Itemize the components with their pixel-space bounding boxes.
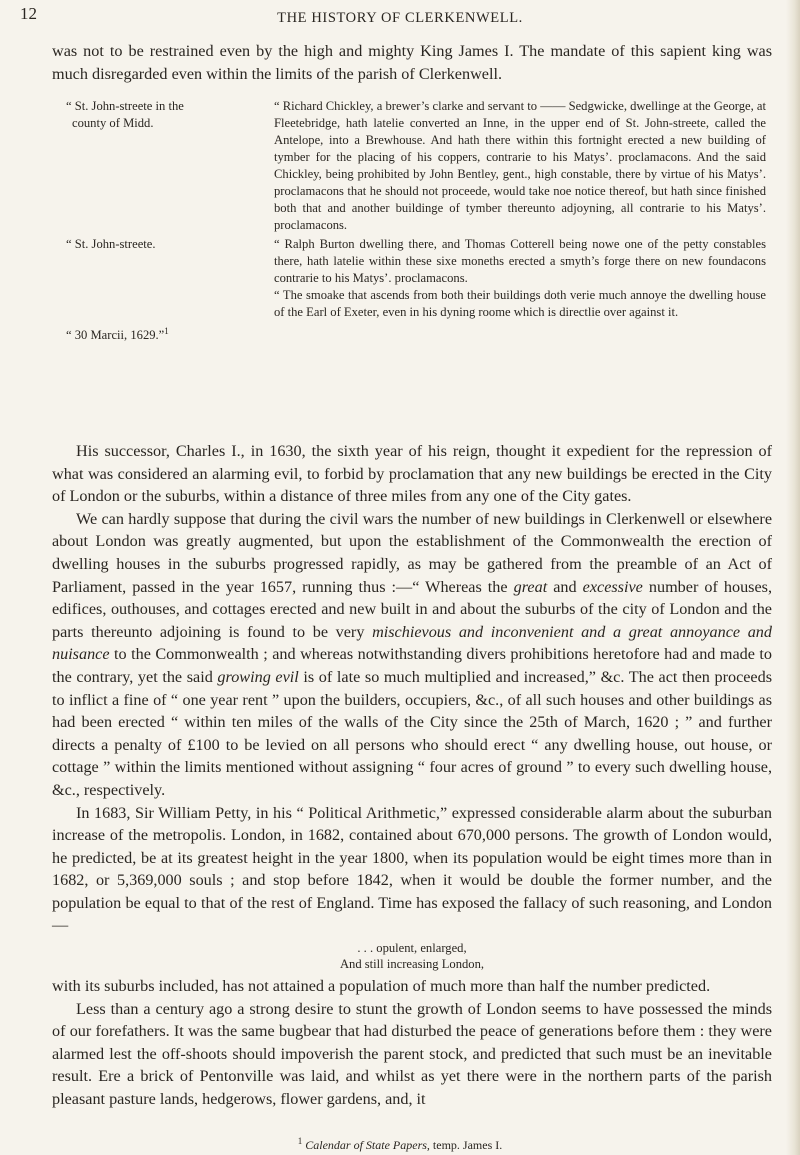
p2-part-a: We can hardly suppose that during the civil wars the number of new buildings in Clerkenwell or elsewhere about London was greatly augmented, but upon the establishment of the Commonwealth the erection of dwelling houses in the suburbs progressed rapidly, as may be gathered from the preamble of an Act of Parliament, passed in the year 1657, running thus :—“ Whereas the [52, 509, 772, 596]
p2-emph-great: great [513, 577, 548, 596]
record-entry-2 [66, 236, 766, 321]
paragraph-suburbs: with its suburbs included, has not attained a population of much more than half the number predicted. [52, 977, 711, 996]
verse-line-1: . . . opulent, enlarged, [357, 941, 467, 956]
page-number: 12 [20, 4, 37, 23]
p2-emph-excessive: excessive [582, 577, 643, 596]
footnote-marker: 1 [297, 1136, 303, 1146]
footnote-rest: temp. James I. [429, 1138, 503, 1152]
paragraph-charles: His successor, Charles I., in 1630, the sixth year of his reign, thought it expedient for the repression of what was considered an alarming evil, to forbid by proclamation that any new buildings be erected in the City of London or the suburbs, within a distance of three miles from any one of the City gates. [52, 442, 772, 506]
footnote-ref: 1 [164, 326, 169, 336]
margin-note-1-line2: county of Midd. [72, 116, 154, 130]
record-text-2a: “ Ralph Burton dwelling there, and Thomas Cotterell being nowe one of the petty constables there, hath latelie within these sixe moneths erected a smyth’s forge there on new foundacons contrarie to his Matys’. proclamacons. [274, 237, 766, 285]
p2-part-b: and [547, 577, 583, 596]
paragraph-commonwealth [52, 508, 772, 802]
record-entry-1 [66, 98, 766, 234]
quoted-record [66, 98, 766, 344]
margin-note-2: “ St. John-streete. [66, 237, 156, 251]
footnote [0, 1136, 800, 1153]
paragraph-petty: In 1683, Sir William Petty, in his “ Political Arithmetic,” expressed considerable alarm about the suburban increase of the metropolis. London, in 1682, contained about 670,000 persons. The growth of London would, he predicted, be at its greatest height in the year 1800, when its population would be eight times more than in 1682, or 5,369,000 souls ; and stop before 1842, when it would be double the former number, and the population be equal to that of the rest of England. Time has exposed the fallacy of such reasoning, and London— [52, 803, 772, 935]
page-edge [786, 0, 800, 1155]
p2-part-e: is of late so much multiplied and increased,” &c. The act then proceeds to inflict a fine of “ one year rent ” upon the builders, occupiers, &c., of all such houses and other buildings as had been erected “ within ten miles of the walls of the City since the 25th of March, 1620 ; ” and further directs a penalty of £100 to be levied on all persons who should erect “ any dwelling house, out house, or cottage ” within the limits mentioned without assigning “ four acres of ground ” to every such dwelling house, &c., respectively. [52, 667, 773, 799]
record-date-text: “ 30 Marcii, 1629.” [66, 328, 165, 343]
p2-part-d: to the Commonwealth ; and whereas notwithstanding divers prohibitions heretofore had and made to the contrary, yet the said [52, 645, 772, 686]
p2-emph-growing: growing evil [217, 667, 299, 686]
record-text-2b: “ The smoake that ascends from both their buildings doth verie much annoye the dwelling house of the Earl of Exeter, even in his dyning roome which is directlie over against it. [274, 288, 766, 319]
p2-part-c: number of houses, edifices, outhouses, and cottages erected and new built in and about the suburbs of the city of London and the parts thereunto adjoining is found to be very [52, 577, 772, 641]
record-date [66, 323, 766, 344]
p2-emph-mischievous: mischievous and inconvenient and a great annoyance and nuisance [52, 622, 772, 664]
intro-paragraph [52, 40, 772, 85]
verse-line-2: And still increasing London, [339, 957, 485, 972]
paragraph-forefathers: Less than a century ago a strong desire to stunt the growth of London seems to have possessed the minds of our forefathers. It was the same bugbear that had disturbed the peace of generations before them : they were alarmed lest the off-shoots should impoverish the parent stock, and predicted that such must be an inevitable result. Ere a brick of Pentonville was laid, and whilst as yet there were in the northern parts of the parish pleasant pasture lands, hedgerows, flower gardens, and, it [52, 999, 772, 1109]
verse-quote [52, 940, 772, 972]
record-text-1: “ Richard Chickley, a brewer’s clarke and servant to —— Sedgwicke, dwellinge at the George, at Fleetebridge, hath latelie converted an Inne, in the upper end of St. John-streete, called the Antelope, into a Brewhouse. And hath there within this fortnight erected a new building of tymber for the placing of his coppers, contrarie to his Matys’. proclamacons. And the said Chickley, being prohibited by John Bentley, gent., high constable, there by virtue of his Matys’. proclamacons that he should not proceede, would take noe notice thereof, but hath since finished both that and another buildinge of tymber thereunto adjoyning, all contrarie to his Matys’. proclamacons. [274, 99, 766, 232]
running-title: THE HISTORY OF CLERKENWELL. [277, 10, 523, 26]
main-text [52, 440, 772, 1111]
record-text-2 [274, 236, 766, 321]
intro-text: was not to be restrained even by the high and mighty King James I. The mandate of this sapient king was much disregarded even within the limits of the parish of Clerkenwell. [52, 42, 772, 83]
margin-note-1 [66, 98, 274, 234]
margin-note-1-line1: “ St. John-streete in the [66, 99, 184, 113]
footnote-title: Calendar of State Papers, [305, 1138, 430, 1152]
